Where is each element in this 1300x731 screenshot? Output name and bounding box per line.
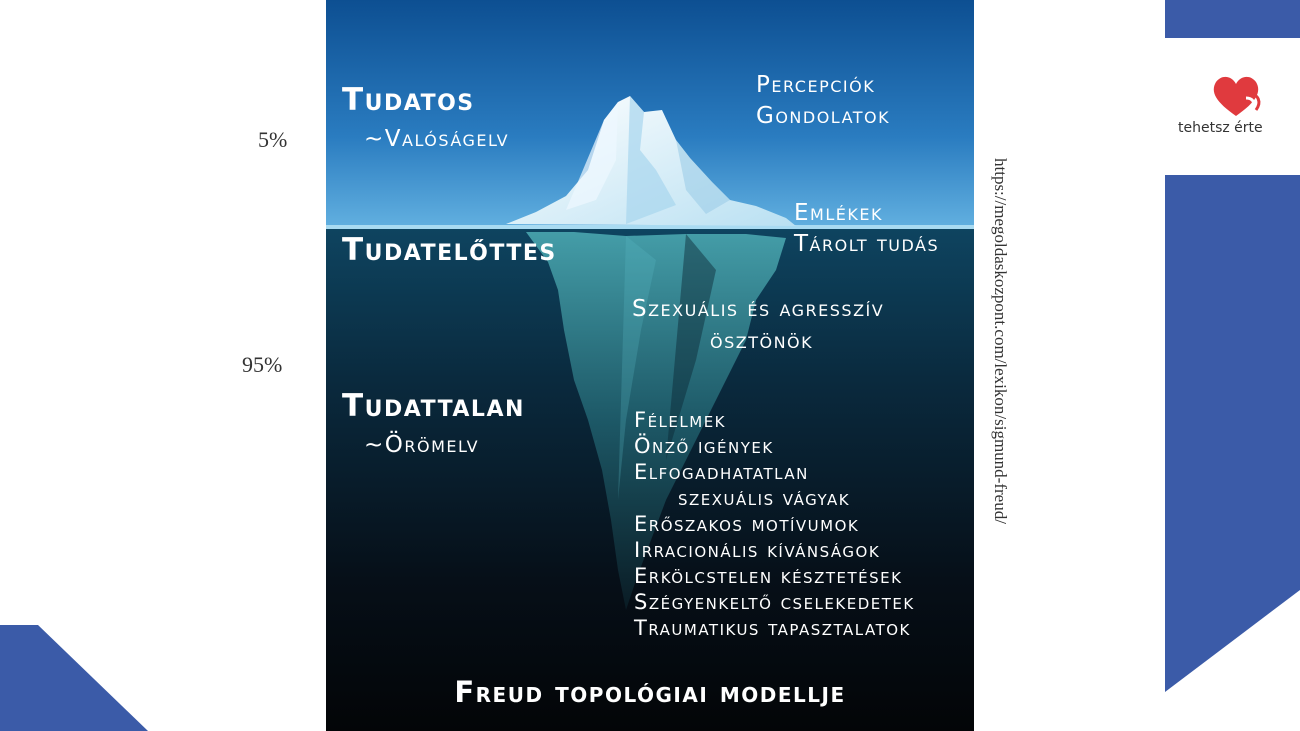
conscious-item: Percepciók: [756, 72, 876, 98]
right-blue-shape: [1165, 175, 1300, 692]
level-conscious-principle: ~Valóságelv: [364, 126, 510, 152]
level-conscious-title: Tudatos: [342, 82, 475, 118]
unconscious-item: Önző igények: [634, 434, 774, 458]
unconscious-item: szexuális vágyak: [678, 486, 851, 510]
unconscious-item: Erkölcstelen késztetések: [634, 564, 903, 588]
iceberg-diagram: [326, 0, 974, 731]
preconscious-item: Emlékek: [794, 200, 883, 226]
brand-logo: [1170, 72, 1298, 142]
percent-conscious: 5%: [258, 127, 288, 152]
conscious-item: Gondolatok: [756, 103, 891, 129]
logo-text: tehetsz érte: [1178, 120, 1263, 136]
top-right-blue-bar: [1165, 0, 1300, 38]
bottom-left-blue-shape: [0, 625, 148, 731]
drives-line: Szexuális és agresszív: [632, 296, 885, 322]
diagram-footer-title: Freud topológiai modellje: [454, 675, 846, 709]
heart-icon: [1206, 72, 1266, 120]
level-preconscious-title: Tudatelőttes: [342, 232, 557, 268]
unconscious-item: Szégyenkeltő cselekedetek: [634, 590, 915, 614]
unconscious-item: Traumatikus tapasztalatok: [634, 616, 911, 640]
drives-line: ösztönök: [710, 328, 814, 354]
unconscious-item: Félelmek: [634, 408, 727, 432]
preconscious-item: Tárolt tudás: [794, 231, 940, 257]
unconscious-item: Erőszakos motívumok: [634, 512, 860, 536]
percent-unconscious: 95%: [242, 352, 283, 377]
unconscious-item: Elfogadhatatlan: [634, 460, 809, 484]
source-url: https://megoldaskozpont.com/lexikon/sigmund-freud/: [991, 158, 1010, 524]
level-unconscious-title: Tudattalan: [342, 388, 525, 424]
level-unconscious-principle: ~Örömelv: [364, 432, 480, 458]
unconscious-item: Irracionális kívánságok: [634, 538, 881, 562]
